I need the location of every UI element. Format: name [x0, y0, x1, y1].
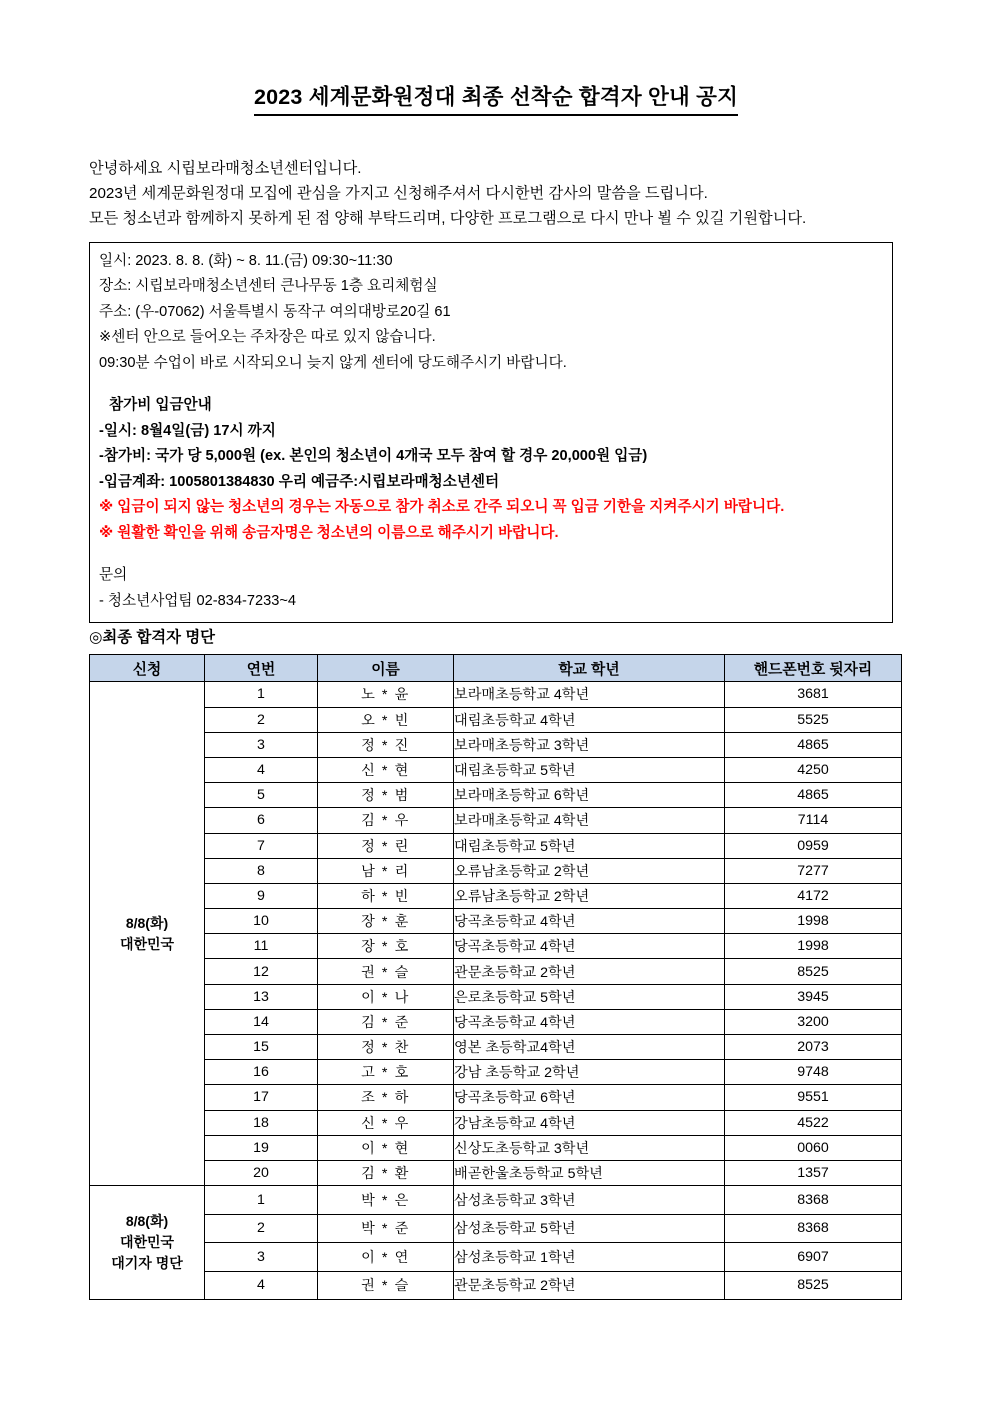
table-row: [90, 984, 902, 1009]
parking-note-line: ※센터 안으로 들어오는 주차장은 따로 있지 않습니다.: [99, 329, 436, 346]
table-row: [90, 707, 902, 732]
table-row: [90, 883, 902, 908]
table-row: [90, 682, 902, 707]
cell-name: 김 * 우: [318, 808, 454, 833]
intro-line-3: 모든 청소년과 함께하지 못하게 된 점 양해 부탁드리며, 다양한 프로그램으로 다시 만나 뵐 수 있길 기원합니다.: [89, 209, 807, 227]
cell-school: 배곧한울초등학교 5학년: [454, 1160, 725, 1185]
cell-school: 보라매초등학교 4학년: [454, 682, 725, 707]
inquiry-line: - 청소년사업팀 02-834-7233~4: [99, 592, 296, 609]
cell-no: 1: [205, 1186, 318, 1215]
cell-name: 신 * 현: [318, 757, 454, 782]
cell-no: 13: [205, 984, 318, 1009]
cell-school: 삼성초등학교 5학년: [454, 1214, 725, 1243]
cell-phone: 7277: [725, 858, 902, 883]
cell-phone: 8368: [725, 1186, 902, 1215]
intro-paragraphs: [0, 116, 992, 231]
cell-school: 대림초등학교 5학년: [454, 757, 725, 782]
page-title-text: 2023 세계문화원정대 최종 선착순 합격자 안내 공지: [254, 84, 738, 116]
cell-school: 은로초등학교 5학년: [454, 984, 725, 1009]
cell-school: 보라매초등학교 4학년: [454, 808, 725, 833]
cell-no: 2: [205, 1214, 318, 1243]
cell-name: 박 * 준: [318, 1214, 454, 1243]
place-line: 장소: 시립보라매청소년센터 큰나무동 1층 요리체험실: [99, 278, 438, 295]
cell-no: 9: [205, 883, 318, 908]
table-row: [90, 858, 902, 883]
roster-table-head: [90, 655, 902, 682]
cell-phone: 7114: [725, 808, 902, 833]
cell-school: 관문초등학교 2학년: [454, 959, 725, 984]
cell-school: 영본 초등학교4학년: [454, 1035, 725, 1060]
cell-name: 이 * 연: [318, 1243, 454, 1272]
cell-school: 대림초등학교 4학년: [454, 707, 725, 732]
roster-group-waitlist: [90, 1186, 902, 1300]
cell-name: 권 * 슬: [318, 1271, 454, 1300]
cell-school: 강남초등학교 4학년: [454, 1110, 725, 1135]
cell-phone: 1998: [725, 909, 902, 934]
table-row: [90, 732, 902, 757]
table-row: [90, 783, 902, 808]
payment-heading: 참가비 입금안내: [109, 397, 212, 414]
payment-fee-line: -참가비: 국가 당 5,000원 (ex. 본인의 청소년이 4개국 모두 참여 할 경우 20,000원 입금): [99, 448, 648, 465]
cell-school: 삼성초등학교 1학년: [454, 1243, 725, 1272]
intro-line-1: 안녕하세요 시립보라매청소년센터입니다.: [89, 159, 362, 177]
cell-school: 당곡초등학교 6학년: [454, 1085, 725, 1110]
cell-phone: 9551: [725, 1085, 902, 1110]
cell-phone: 4865: [725, 732, 902, 757]
roster-table-wrapper: [89, 654, 901, 1300]
warning-line-1: ※ 입금이 되지 않는 청소년의 경우는 자동으로 참가 취소로 간주 되오니 꼭 입금 기한을 지켜주시기 바랍니다.: [99, 499, 785, 516]
cell-phone: 4522: [725, 1110, 902, 1135]
cell-phone: 0060: [725, 1135, 902, 1160]
schedule-line: 일시: 2023. 8. 8. (화) ~ 8. 11.(금) 09:30~11:30: [99, 252, 393, 269]
cell-phone: 3681: [725, 682, 902, 707]
cell-name: 조 * 하: [318, 1085, 454, 1110]
roster-table: [89, 654, 902, 1300]
table-row: [90, 1160, 902, 1185]
cell-no: 17: [205, 1085, 318, 1110]
intro-line-2: 2023년 세계문화원정대 모집에 관심을 가지고 신청해주셔서 다시한번 감사의 말씀을 드립니다.: [89, 184, 708, 202]
cell-school: 오류남초등학교 2학년: [454, 883, 725, 908]
cell-name: 장 * 훈: [318, 909, 454, 934]
cell-phone: 4172: [725, 883, 902, 908]
column-header-apply: 신청: [90, 655, 205, 682]
cell-no: 16: [205, 1060, 318, 1085]
cell-no: 3: [205, 1243, 318, 1272]
cell-phone: 1998: [725, 934, 902, 959]
column-header-name: 이름: [318, 655, 454, 682]
table-row: [90, 833, 902, 858]
cell-no: 6: [205, 808, 318, 833]
cell-phone: 6907: [725, 1243, 902, 1272]
cell-name: 김 * 준: [318, 1009, 454, 1034]
apply-group-cell: 8/8(화) 대한민국: [90, 682, 205, 1186]
cell-name: 정 * 린: [318, 833, 454, 858]
cell-name: 노 * 윤: [318, 682, 454, 707]
inquiry-heading: 문의: [99, 567, 128, 584]
cell-phone: 8525: [725, 959, 902, 984]
cell-school: 관문초등학교 2학년: [454, 1271, 725, 1300]
cell-phone: 4865: [725, 783, 902, 808]
table-row: [90, 1035, 902, 1060]
cell-no: 19: [205, 1135, 318, 1160]
table-row: [90, 757, 902, 782]
cell-school: 보라매초등학교 3학년: [454, 732, 725, 757]
cell-school: 당곡초등학교 4학년: [454, 934, 725, 959]
cell-school: 당곡초등학교 4학년: [454, 1009, 725, 1034]
cell-name: 정 * 찬: [318, 1035, 454, 1060]
column-header-school: 학교 학년: [454, 655, 725, 682]
cell-no: 8: [205, 858, 318, 883]
table-row: [90, 1135, 902, 1160]
cell-phone: 0959: [725, 833, 902, 858]
cell-no: 11: [205, 934, 318, 959]
cell-phone: 1357: [725, 1160, 902, 1185]
info-box-spacer-1: [99, 376, 892, 393]
cell-school: 강남 초등학교 2학년: [454, 1060, 725, 1085]
cell-name: 정 * 진: [318, 732, 454, 757]
table-row: [90, 1110, 902, 1135]
cell-name: 오 * 빈: [318, 707, 454, 732]
column-header-no: 연번: [205, 655, 318, 682]
cell-no: 4: [205, 757, 318, 782]
cell-no: 18: [205, 1110, 318, 1135]
table-header-row: [90, 655, 902, 682]
table-row: [90, 1060, 902, 1085]
cell-name: 박 * 은: [318, 1186, 454, 1215]
table-row: [90, 1243, 902, 1272]
cell-no: 10: [205, 909, 318, 934]
address-line: 주소: (우-07062) 서울특별시 동작구 여의대방로20길 61: [99, 303, 451, 320]
table-row: [90, 1214, 902, 1243]
punctual-note-line: 09:30분 수업이 바로 시작되오니 늦지 않게 센터에 당도해주시기 바랍니다.: [99, 354, 567, 371]
cell-school: 대림초등학교 5학년: [454, 833, 725, 858]
table-row: [90, 1186, 902, 1215]
cell-name: 권 * 슬: [318, 959, 454, 984]
payment-account-line: -입금계좌: 1005801384830 우리 예금주:시립보라매청소년센터: [99, 473, 500, 490]
column-header-phone: 핸드폰번호 뒷자리: [725, 655, 902, 682]
cell-no: 15: [205, 1035, 318, 1060]
cell-name: 김 * 환: [318, 1160, 454, 1185]
cell-no: 3: [205, 732, 318, 757]
cell-name: 이 * 나: [318, 984, 454, 1009]
table-row: [90, 934, 902, 959]
cell-name: 이 * 현: [318, 1135, 454, 1160]
cell-phone: 5525: [725, 707, 902, 732]
cell-phone: 3945: [725, 984, 902, 1009]
section-marker: ◎최종 합격자 명단: [89, 629, 216, 647]
info-box-spacer-2: [99, 546, 892, 563]
cell-school: 신상도초등학교 3학년: [454, 1135, 725, 1160]
cell-name: 정 * 범: [318, 783, 454, 808]
table-row: [90, 909, 902, 934]
roster-group-main: [90, 682, 902, 1186]
cell-school: 보라매초등학교 6학년: [454, 783, 725, 808]
cell-phone: 8525: [725, 1271, 902, 1300]
table-row: [90, 1271, 902, 1300]
cell-school: 당곡초등학교 4학년: [454, 909, 725, 934]
table-row: [90, 1009, 902, 1034]
cell-no: 2: [205, 707, 318, 732]
cell-school: 오류남초등학교 2학년: [454, 858, 725, 883]
cell-no: 20: [205, 1160, 318, 1185]
cell-no: 7: [205, 833, 318, 858]
cell-no: 14: [205, 1009, 318, 1034]
page-title: [0, 0, 992, 116]
table-row: [90, 959, 902, 984]
cell-phone: 4250: [725, 757, 902, 782]
cell-name: 하 * 빈: [318, 883, 454, 908]
cell-phone: 3200: [725, 1009, 902, 1034]
table-row: [90, 1085, 902, 1110]
cell-name: 장 * 호: [318, 934, 454, 959]
cell-no: 1: [205, 682, 318, 707]
cell-no: 4: [205, 1271, 318, 1300]
cell-phone: 2073: [725, 1035, 902, 1060]
info-box: [89, 242, 893, 624]
table-row: [90, 808, 902, 833]
cell-name: 신 * 우: [318, 1110, 454, 1135]
cell-no: 12: [205, 959, 318, 984]
cell-name: 고 * 호: [318, 1060, 454, 1085]
warning-line-2: ※ 원활한 확인을 위해 송금자명은 청소년의 이름으로 해주시기 바랍니다.: [99, 524, 559, 541]
cell-name: 남 * 리: [318, 858, 454, 883]
cell-school: 삼성초등학교 3학년: [454, 1186, 725, 1215]
payment-deadline-line: -일시: 8월4일(금) 17시 까지: [99, 422, 276, 439]
cell-phone: 9748: [725, 1060, 902, 1085]
apply-group-cell: 8/8(화) 대한민국 대기자 명단: [90, 1186, 205, 1300]
cell-phone: 8368: [725, 1214, 902, 1243]
cell-no: 5: [205, 783, 318, 808]
